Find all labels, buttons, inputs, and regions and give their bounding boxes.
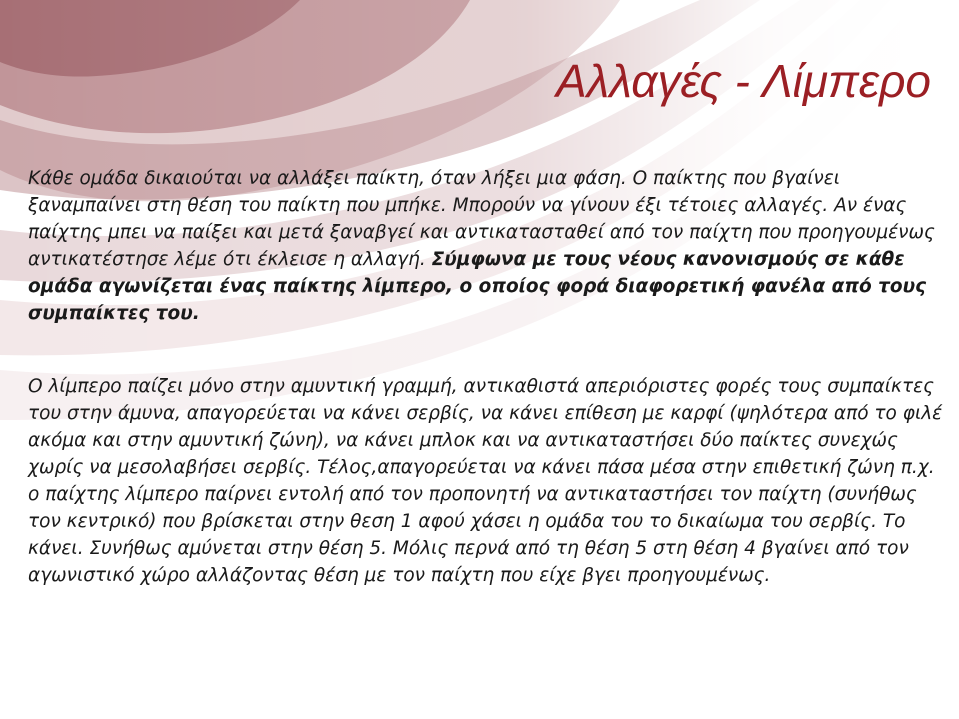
page-title: Αλλαγές - Λίμπερο [555, 55, 931, 107]
paragraph-intro-bold-text: Σύμφωνα με τους νέους κανονισμούς σε κάθε ομάδα αγωνίζεται ένας παίκτης λίμπερο, ο οποίος φορά διαφορετική φανέλα από τους συμπαίκτες του. [28, 249, 927, 324]
paragraph-libero-rules: Ο λίμπερο παίζει μόνο στην αμυντική γραμμή, αντικαθιστά απεριόριστες φορές τους συμπαίκτες του στην άμυνα, απαγορεύεται να κάνει σερβίς, να κάνει επίθεση με καρφί (ψηλότερα από το φιλέ ακόμα και στην αμυντική ζώνη), να κάνει μπλοκ και να αντικαταστήσει δύο παίκτες συνεχώς χωρίς να μεσολαβήσει σερβίς. Τέλος,απαγορεύεται να κάνει πάσα μέσα στην επιθετική ζώνη π.χ. ο παίχτης λίμπερο παίρνει εντολή από τον προπονητή να αντικαταστήσει τον παίχτη (συνήθως τον κεντρικό) που βρίσκεται στην θεση 1 αφού χάσει η ομάδα του το δικαίωμα του σερβίς. Το κάνει. Συνήθως αμύνεται στην θέση 5. Μόλις περνά από τη θέση 5 στη θέση 4 βγαίνει από τον αγωνιστικό χώρο αλλάζοντας θέση με τον παίχτη που είχε βγει προηγουμένως. [28, 376, 943, 586]
paragraph-intro [28, 165, 943, 327]
paragraph-intro-normal-text: Κάθε ομάδα δικαιούται να αλλάξει παίκτη, όταν λήξει μια φάση. Ο παίκτης που βγαίνει ξαναμπαίνει στη θέση του παίκτη που μπήκε. Μπορούν να γίνουν έξι τέτοιες αλλαγές. Αν ένας παίχτης μπει να παίξει και μετά ξαναβγεί και αντικατασταθεί από τον παίχτη που προηγουμένως αντικατέστησε λέμε ότι έκλεισε η αλλαγή. [28, 168, 935, 270]
